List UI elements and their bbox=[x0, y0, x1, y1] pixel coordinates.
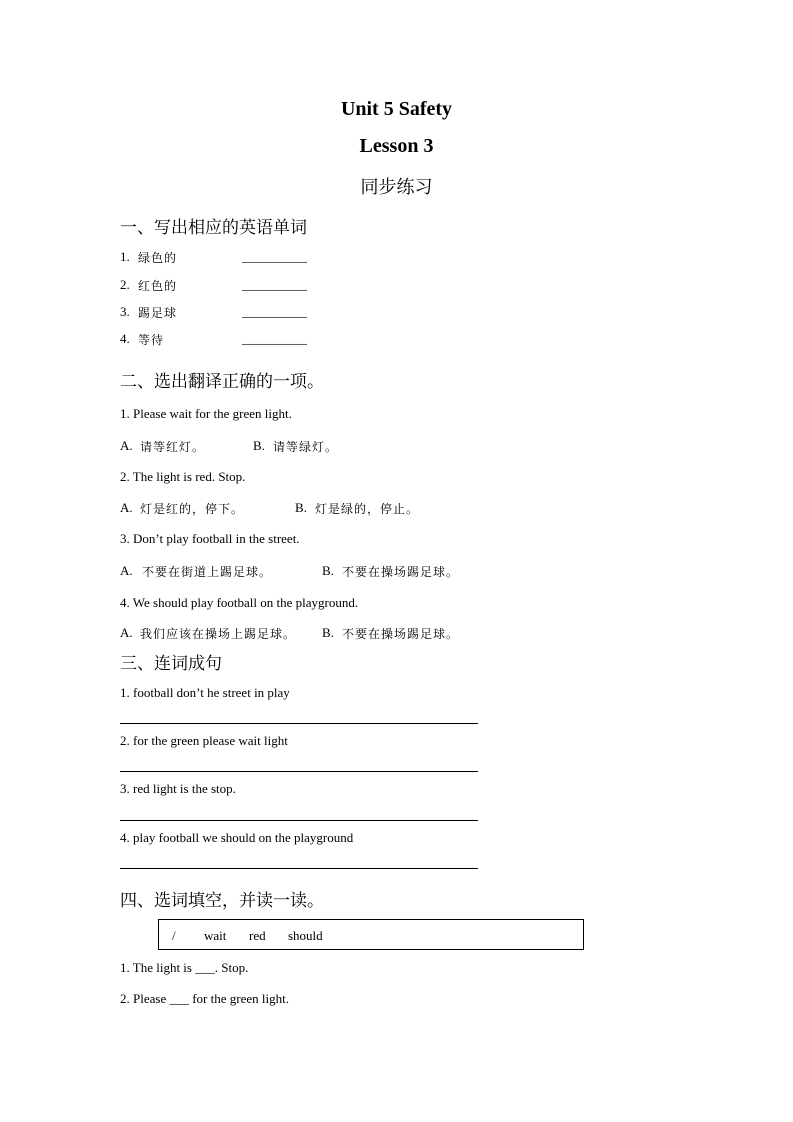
option-b[interactable]: 请等绿灯。 bbox=[273, 440, 339, 454]
scrambled-sentence: 3. red light is the stop. bbox=[120, 781, 236, 796]
section1-heading: 一、写出相应的英语单词 bbox=[120, 218, 307, 238]
scrambled-sentence: 2. for the green please wait light bbox=[120, 733, 288, 748]
question-text: 3. Don’t play football in the street. bbox=[120, 531, 300, 546]
option-b-label: B. bbox=[322, 563, 334, 578]
answer-line[interactable] bbox=[120, 723, 478, 724]
option-b-label: B. bbox=[253, 438, 265, 453]
item-chinese: 红色的 bbox=[138, 279, 178, 293]
question-text: 2. The light is red. Stop. bbox=[120, 469, 246, 484]
question-text: 4. We should play football on the playground. bbox=[120, 595, 359, 610]
option-a[interactable]: 请等红灯。 bbox=[140, 440, 206, 454]
page-subtitle: 同步练习 bbox=[360, 177, 433, 198]
fill-blank-sentence[interactable]: 2. Please ___ for the green light. bbox=[120, 991, 289, 1006]
option-a[interactable]: 灯是红的，停下。 bbox=[140, 502, 245, 516]
scrambled-sentence: 4. play football we should on the playground bbox=[120, 830, 354, 845]
word-bank bbox=[158, 919, 584, 950]
option-a[interactable]: 不要在街道上踢足球。 bbox=[142, 565, 273, 579]
unit-title: Unit 5 Safety bbox=[340, 98, 453, 120]
option-a-label: A. bbox=[120, 500, 133, 515]
answer-line[interactable] bbox=[120, 820, 478, 821]
answer-blank[interactable]: __________ bbox=[242, 277, 307, 292]
option-a-label: A. bbox=[120, 563, 133, 578]
option-b[interactable]: 不要在操场踢足球。 bbox=[342, 565, 460, 579]
option-a[interactable]: 我们应该在操场上踢足球。 bbox=[140, 627, 297, 641]
fill-blank-sentence[interactable]: 1. The light is ___. Stop. bbox=[120, 960, 249, 975]
item-chinese: 绿色的 bbox=[138, 251, 178, 265]
item-chinese: 等待 bbox=[138, 333, 165, 347]
option-a-label: A. bbox=[120, 625, 133, 640]
answer-blank[interactable]: __________ bbox=[242, 331, 307, 346]
lesson-title: Lesson 3 bbox=[359, 135, 434, 157]
item-number: 2. bbox=[120, 277, 130, 292]
option-b-label: B. bbox=[322, 625, 334, 640]
answer-line[interactable] bbox=[120, 771, 478, 772]
option-b[interactable]: 灯是绿的，停止。 bbox=[315, 502, 420, 516]
item-number: 1. bbox=[120, 249, 130, 264]
section4-heading: 四、选词填空，并读一读。 bbox=[120, 891, 324, 911]
answer-blank[interactable]: __________ bbox=[242, 249, 307, 264]
question-text: 1. Please wait for the green light. bbox=[120, 406, 292, 421]
answer-blank[interactable]: __________ bbox=[242, 304, 307, 319]
option-b[interactable]: 不要在操场踢足球。 bbox=[342, 627, 460, 641]
item-number: 4. bbox=[120, 331, 130, 346]
option-b-label: B. bbox=[295, 500, 307, 515]
scrambled-sentence: 1. football don’t he street in play bbox=[120, 685, 290, 700]
answer-line[interactable] bbox=[120, 868, 478, 869]
word-bank-item[interactable]: red bbox=[249, 928, 266, 943]
section3-heading: 三、连词成句 bbox=[120, 654, 222, 674]
item-chinese: 踢足球 bbox=[138, 306, 178, 320]
word-bank-item[interactable]: should bbox=[288, 928, 323, 943]
word-bank-item[interactable]: wait bbox=[204, 928, 227, 943]
option-a-label: A. bbox=[120, 438, 133, 453]
word-bank-item[interactable]: / bbox=[172, 928, 176, 943]
item-number: 3. bbox=[120, 304, 130, 319]
section2-heading: 二、选出翻译正确的一项。 bbox=[120, 372, 324, 392]
